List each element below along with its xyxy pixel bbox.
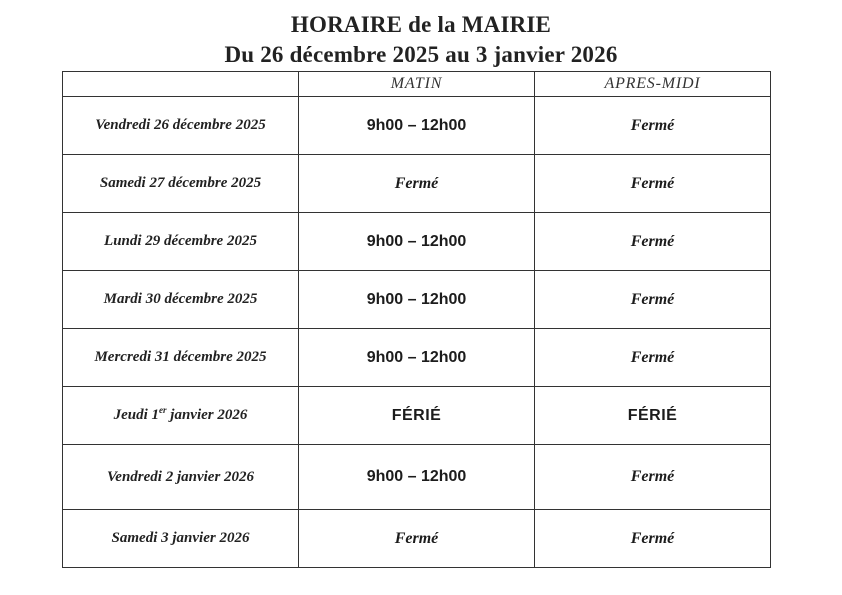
row-morning: 9h00 – 12h00 (299, 97, 535, 155)
row-day-prefix: Jeudi 1 (113, 407, 160, 423)
table-row (63, 329, 771, 387)
row-day-ordinal: er (159, 405, 167, 415)
header-afternoon: APRES-MIDI (535, 72, 771, 97)
row-morning: 9h00 – 12h00 (299, 445, 535, 510)
table-row (63, 155, 771, 213)
row-day: Samedi 27 décembre 2025 (63, 155, 299, 213)
row-day (63, 387, 299, 445)
table-row (63, 97, 771, 155)
table-row (63, 510, 771, 568)
table-header-row (63, 72, 771, 97)
schedule-table (62, 71, 771, 568)
row-morning: 9h00 – 12h00 (299, 271, 535, 329)
row-morning: Fermé (299, 155, 535, 213)
header-day (63, 72, 299, 97)
table-row (63, 445, 771, 510)
row-day: Mercredi 31 décembre 2025 (63, 329, 299, 387)
row-morning: 9h00 – 12h00 (299, 329, 535, 387)
row-day: Samedi 3 janvier 2026 (63, 510, 299, 568)
page-title: HORAIRE de la MAIRIE (290, 12, 552, 37)
row-day: Vendredi 2 janvier 2026 (63, 445, 299, 510)
table-row (63, 213, 771, 271)
row-morning: FÉRIÉ (299, 387, 535, 445)
row-day: Mardi 30 décembre 2025 (63, 271, 299, 329)
row-afternoon: Fermé (535, 329, 771, 387)
row-afternoon: FÉRIÉ (535, 387, 771, 445)
row-day: Lundi 29 décembre 2025 (63, 213, 299, 271)
row-morning: Fermé (299, 510, 535, 568)
row-afternoon: Fermé (535, 445, 771, 510)
row-day-suffix: janvier 2026 (166, 407, 248, 423)
row-afternoon: Fermé (535, 213, 771, 271)
row-day: Vendredi 26 décembre 2025 (63, 97, 299, 155)
table-row (63, 271, 771, 329)
row-afternoon: Fermé (535, 155, 771, 213)
row-afternoon: Fermé (535, 97, 771, 155)
page-subtitle-date-range: Du 26 décembre 2025 au 3 janvier 2026 (224, 42, 618, 67)
table-row (63, 387, 771, 445)
row-morning: 9h00 – 12h00 (299, 213, 535, 271)
row-afternoon: Fermé (535, 271, 771, 329)
row-afternoon: Fermé (535, 510, 771, 568)
header-morning: MATIN (299, 72, 535, 97)
